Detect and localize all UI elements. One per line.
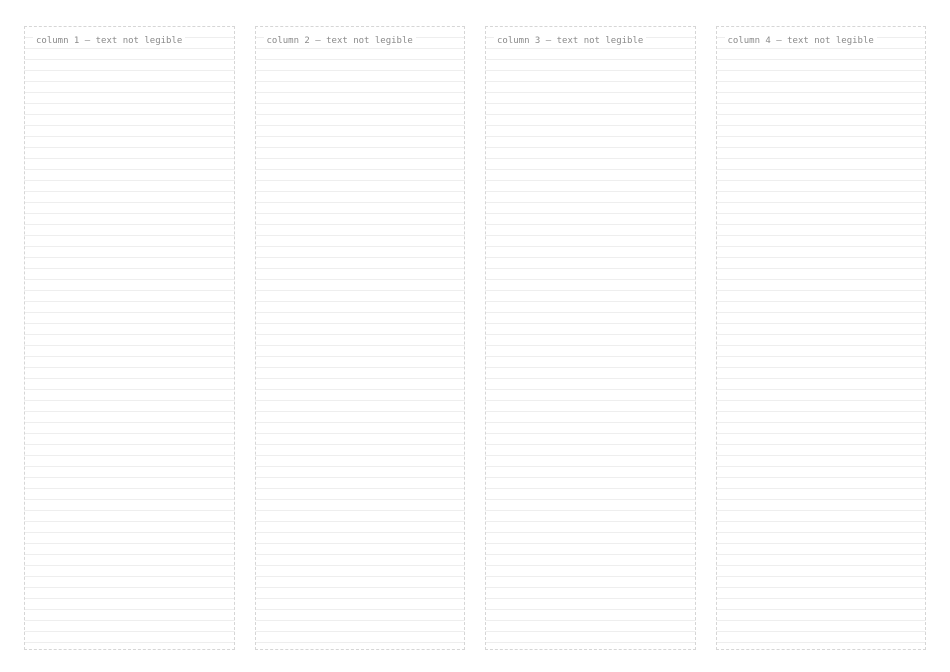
text-column-2 [255, 26, 466, 650]
text-column-4 [716, 26, 927, 650]
column-placeholder-label: column 1 — text not legible [33, 35, 185, 47]
text-column-3 [485, 26, 696, 650]
column-placeholder-label: column 2 — text not legible [264, 35, 416, 47]
column-placeholder-label: column 3 — text not legible [494, 35, 646, 47]
column-placeholder-label: column 4 — text not legible [725, 35, 877, 47]
text-column-1 [24, 26, 235, 650]
